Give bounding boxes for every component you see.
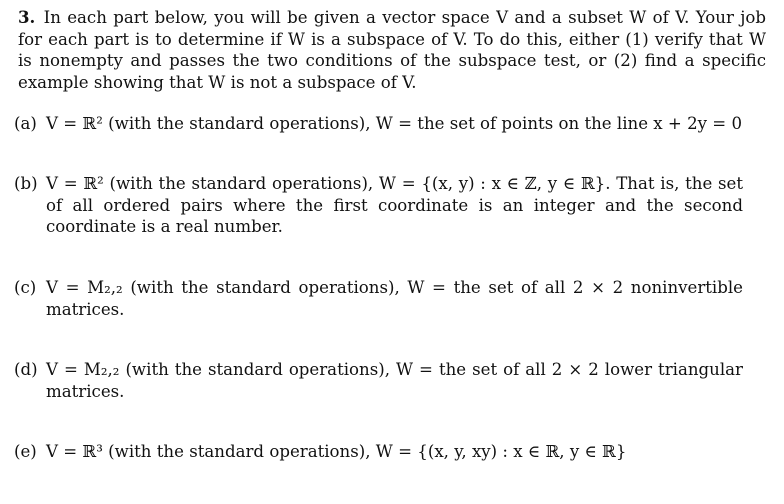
part-label: (c) <box>14 278 37 297</box>
part-text: V = ℝ² (with the standard operations), W = the set of points on the line x + 2y = 0 <box>46 114 743 133</box>
part-a <box>14 113 743 135</box>
problem-intro <box>18 7 766 93</box>
problem-number: 3. <box>18 7 36 27</box>
part-text: V = M₂,₂ (with the standard operations), W = the set of all 2 × 2 lower triangular matrices. <box>46 360 743 401</box>
part-label: (d) <box>14 360 38 379</box>
problem-intro-text: In each part below, you will be given a vector space V and a subset W of V. Your job for each part is to determine if W is a subspace of V. To do this, either (1) verify that W is nonempty and passes the two conditions of the subspace test, or (2) find a specific example showing that W is not a subspace of V. <box>18 8 766 92</box>
part-d <box>14 359 743 402</box>
problem-document <box>18 7 766 93</box>
part-e <box>14 441 743 463</box>
part-label: (a) <box>14 114 37 133</box>
part-text: V = ℝ² (with the standard operations), W = {(x, y) : x ∈ ℤ, y ∈ ℝ}. That is, the set of all ordered pairs where the first coordinate is an integer and the second coordinate is a real number. <box>46 174 743 236</box>
part-label: (e) <box>14 442 37 461</box>
part-text: V = M₂,₂ (with the standard operations), W = the set of all 2 × 2 noninvertible matrices. <box>46 278 743 319</box>
part-c <box>14 277 743 320</box>
part-b <box>14 173 743 238</box>
part-label: (b) <box>14 174 38 193</box>
part-text: V = ℝ³ (with the standard operations), W = {(x, y, xy) : x ∈ ℝ, y ∈ ℝ} <box>46 442 627 461</box>
